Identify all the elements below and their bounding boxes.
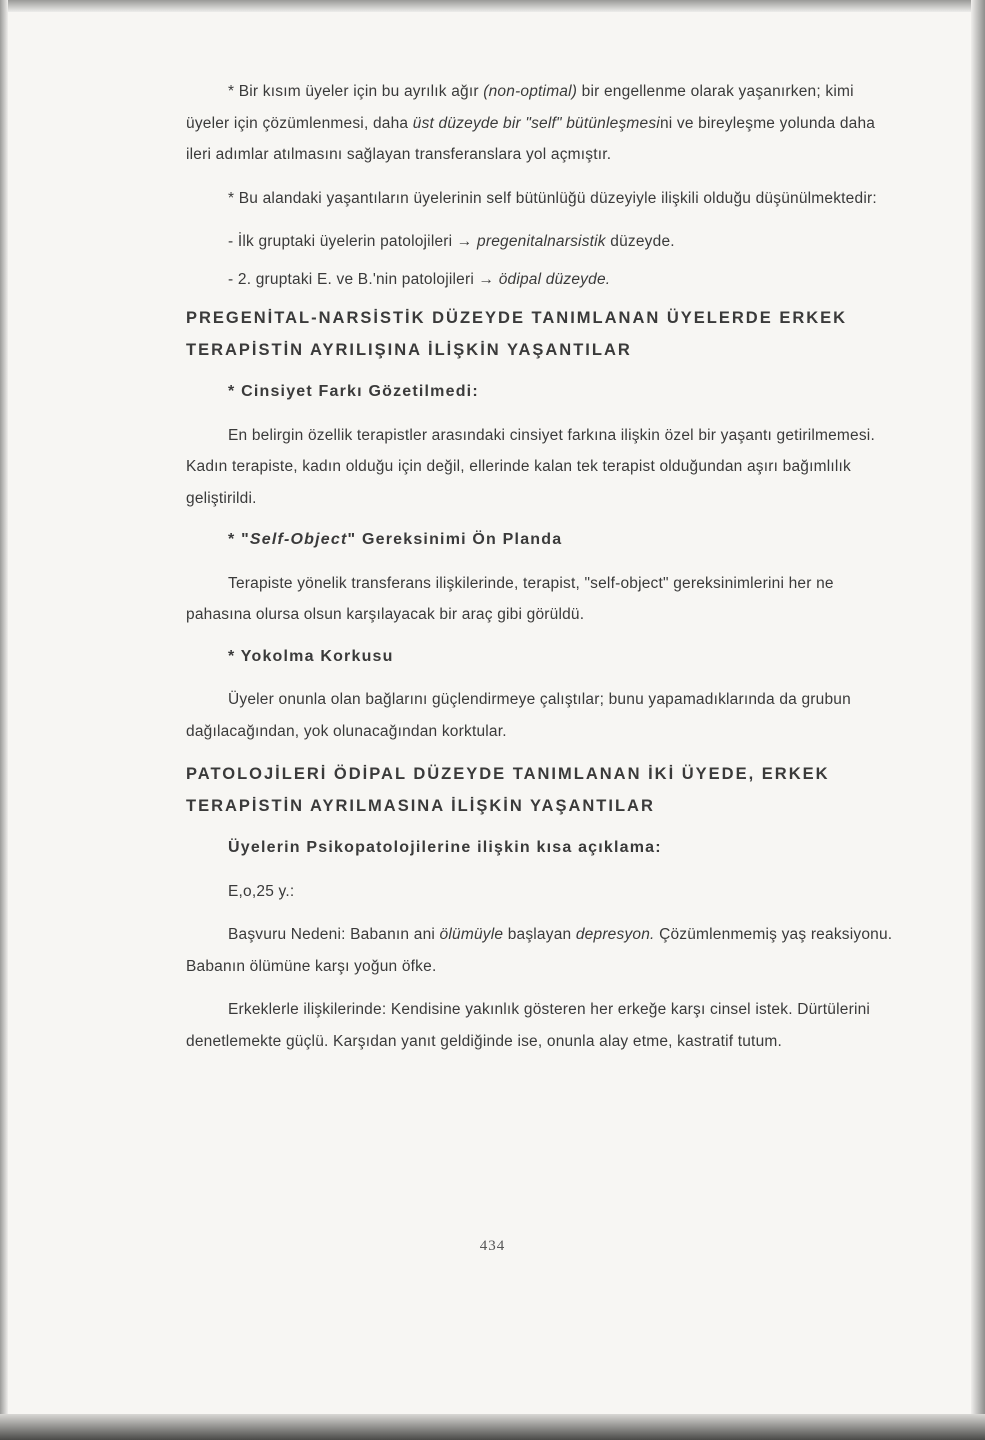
paragraph-7 <box>186 919 900 982</box>
page-body <box>186 76 900 1057</box>
text: başlayan <box>503 926 576 943</box>
paragraph-1 <box>186 76 900 171</box>
paragraph-8: Erkeklerle ilişkilerinde: Kendisine yakınlık gösteren her erkeğe karşı cinsel istek. Dürtülerini denetlemekte güçlü. Karşıdan yanıt geldiğinde ise, onunla alay etme, kastratif tutum. <box>186 1001 871 1050</box>
list-item-2 <box>186 264 900 296</box>
text: Başvuru Nedeni: Babanın ani <box>228 926 440 943</box>
paragraph-4: Terapiste yönelik transferans ilişkilerinde, terapist, "self-object" gereksinimlerini her ne pahasına olursa olsun karşılayacak bir araç gibi görüldü. <box>186 574 834 623</box>
text: ni ve bireyleşme yolunda daha ileri adımlar atılmasını sağlayan transferanslara yol açmıştır. <box>186 114 876 163</box>
text: * " <box>228 531 250 548</box>
italic-text: ölümüyle <box>439 926 504 943</box>
paragraph-3: En belirgin özellik terapistler arasındaki cinsiyet farkına ilişkin özel bir yaşantı getirilmemesi. Kadın terapiste, kadın olduğu için değil, ellerinde kalan tek terapist olduğundan aşırı bağımlılık geliştirildi. <box>186 426 875 507</box>
case-label: E,o,25 y.: <box>228 882 295 900</box>
paragraph-2: * Bu alandaki yaşantıların üyelerinin self bütünlüğü düzeyiyle ilişkili olduğu düşünülmektedir: <box>228 189 877 207</box>
subheading-self-object <box>186 524 900 556</box>
text: - İlk gruptaki üyelerin patolojileri → <box>228 233 478 250</box>
text: - 2. gruptaki E. ve B.'nin patolojileri → <box>228 270 499 288</box>
italic-text: Self-Object <box>249 531 348 548</box>
italic-text: pregenitalnarsistik <box>477 233 606 250</box>
scan-bottom-edge <box>0 1414 985 1440</box>
text: bir engellenme olarak yaşanırken; kimi üyeler için çözümlenmesi, daha <box>186 83 854 132</box>
subheading-yokolma: * Yokolma Korkusu <box>228 647 394 665</box>
text: düzeyde. <box>605 233 675 250</box>
page-number: 434 <box>479 1238 506 1254</box>
italic-text: depresyon. <box>575 926 655 943</box>
scan-top-edge <box>0 0 985 12</box>
italic-text: ödipal düzeyde. <box>498 270 611 288</box>
section-heading-2: PATOLOJİLERİ ÖDİPAL DÜZEYDE TANIMLANAN İKİ ÜYEDE, ERKEK TERAPİSTİN AYRILMASINA İLİŞKİN YAŞANTILAR <box>186 765 830 815</box>
scan-left-edge <box>0 0 8 1440</box>
paragraph-5: Üyeler onunla olan bağlarını güçlendirmeye çalıştılar; bunu yapamadıklarında da grubun dağılacağından, yok olunacağından korktular. <box>186 691 851 740</box>
italic-text: üst düzeyde bir "self" bütünleşmesi <box>412 114 660 132</box>
italic-text: (non-optimal) <box>483 83 578 100</box>
subheading-cinsiyet: * Cinsiyet Farkı Gözetilmedi: <box>228 383 479 400</box>
text: " Gereksinimi Ön Planda <box>347 531 563 548</box>
scan-right-edge <box>971 0 985 1440</box>
text: * Bir kısım üyeler için bu ayrılık ağır <box>228 83 484 100</box>
subheading-psikopatoloji: Üyelerin Psikopatolojilerine ilişkin kısa açıklama: <box>228 839 662 856</box>
text: Çözümlenmemiş yaş reaksiyonu. Babanın ölümüne karşı yoğun öfke. <box>186 926 893 975</box>
section-heading-1: PREGENİTAL-NARSİSTİK DÜZEYDE TANIMLANAN ÜYELERDE ERKEK TERAPİSTİN AYRILIŞINA İLİŞKİN YAŞANTILAR <box>186 309 848 359</box>
list-item-1 <box>186 226 900 258</box>
